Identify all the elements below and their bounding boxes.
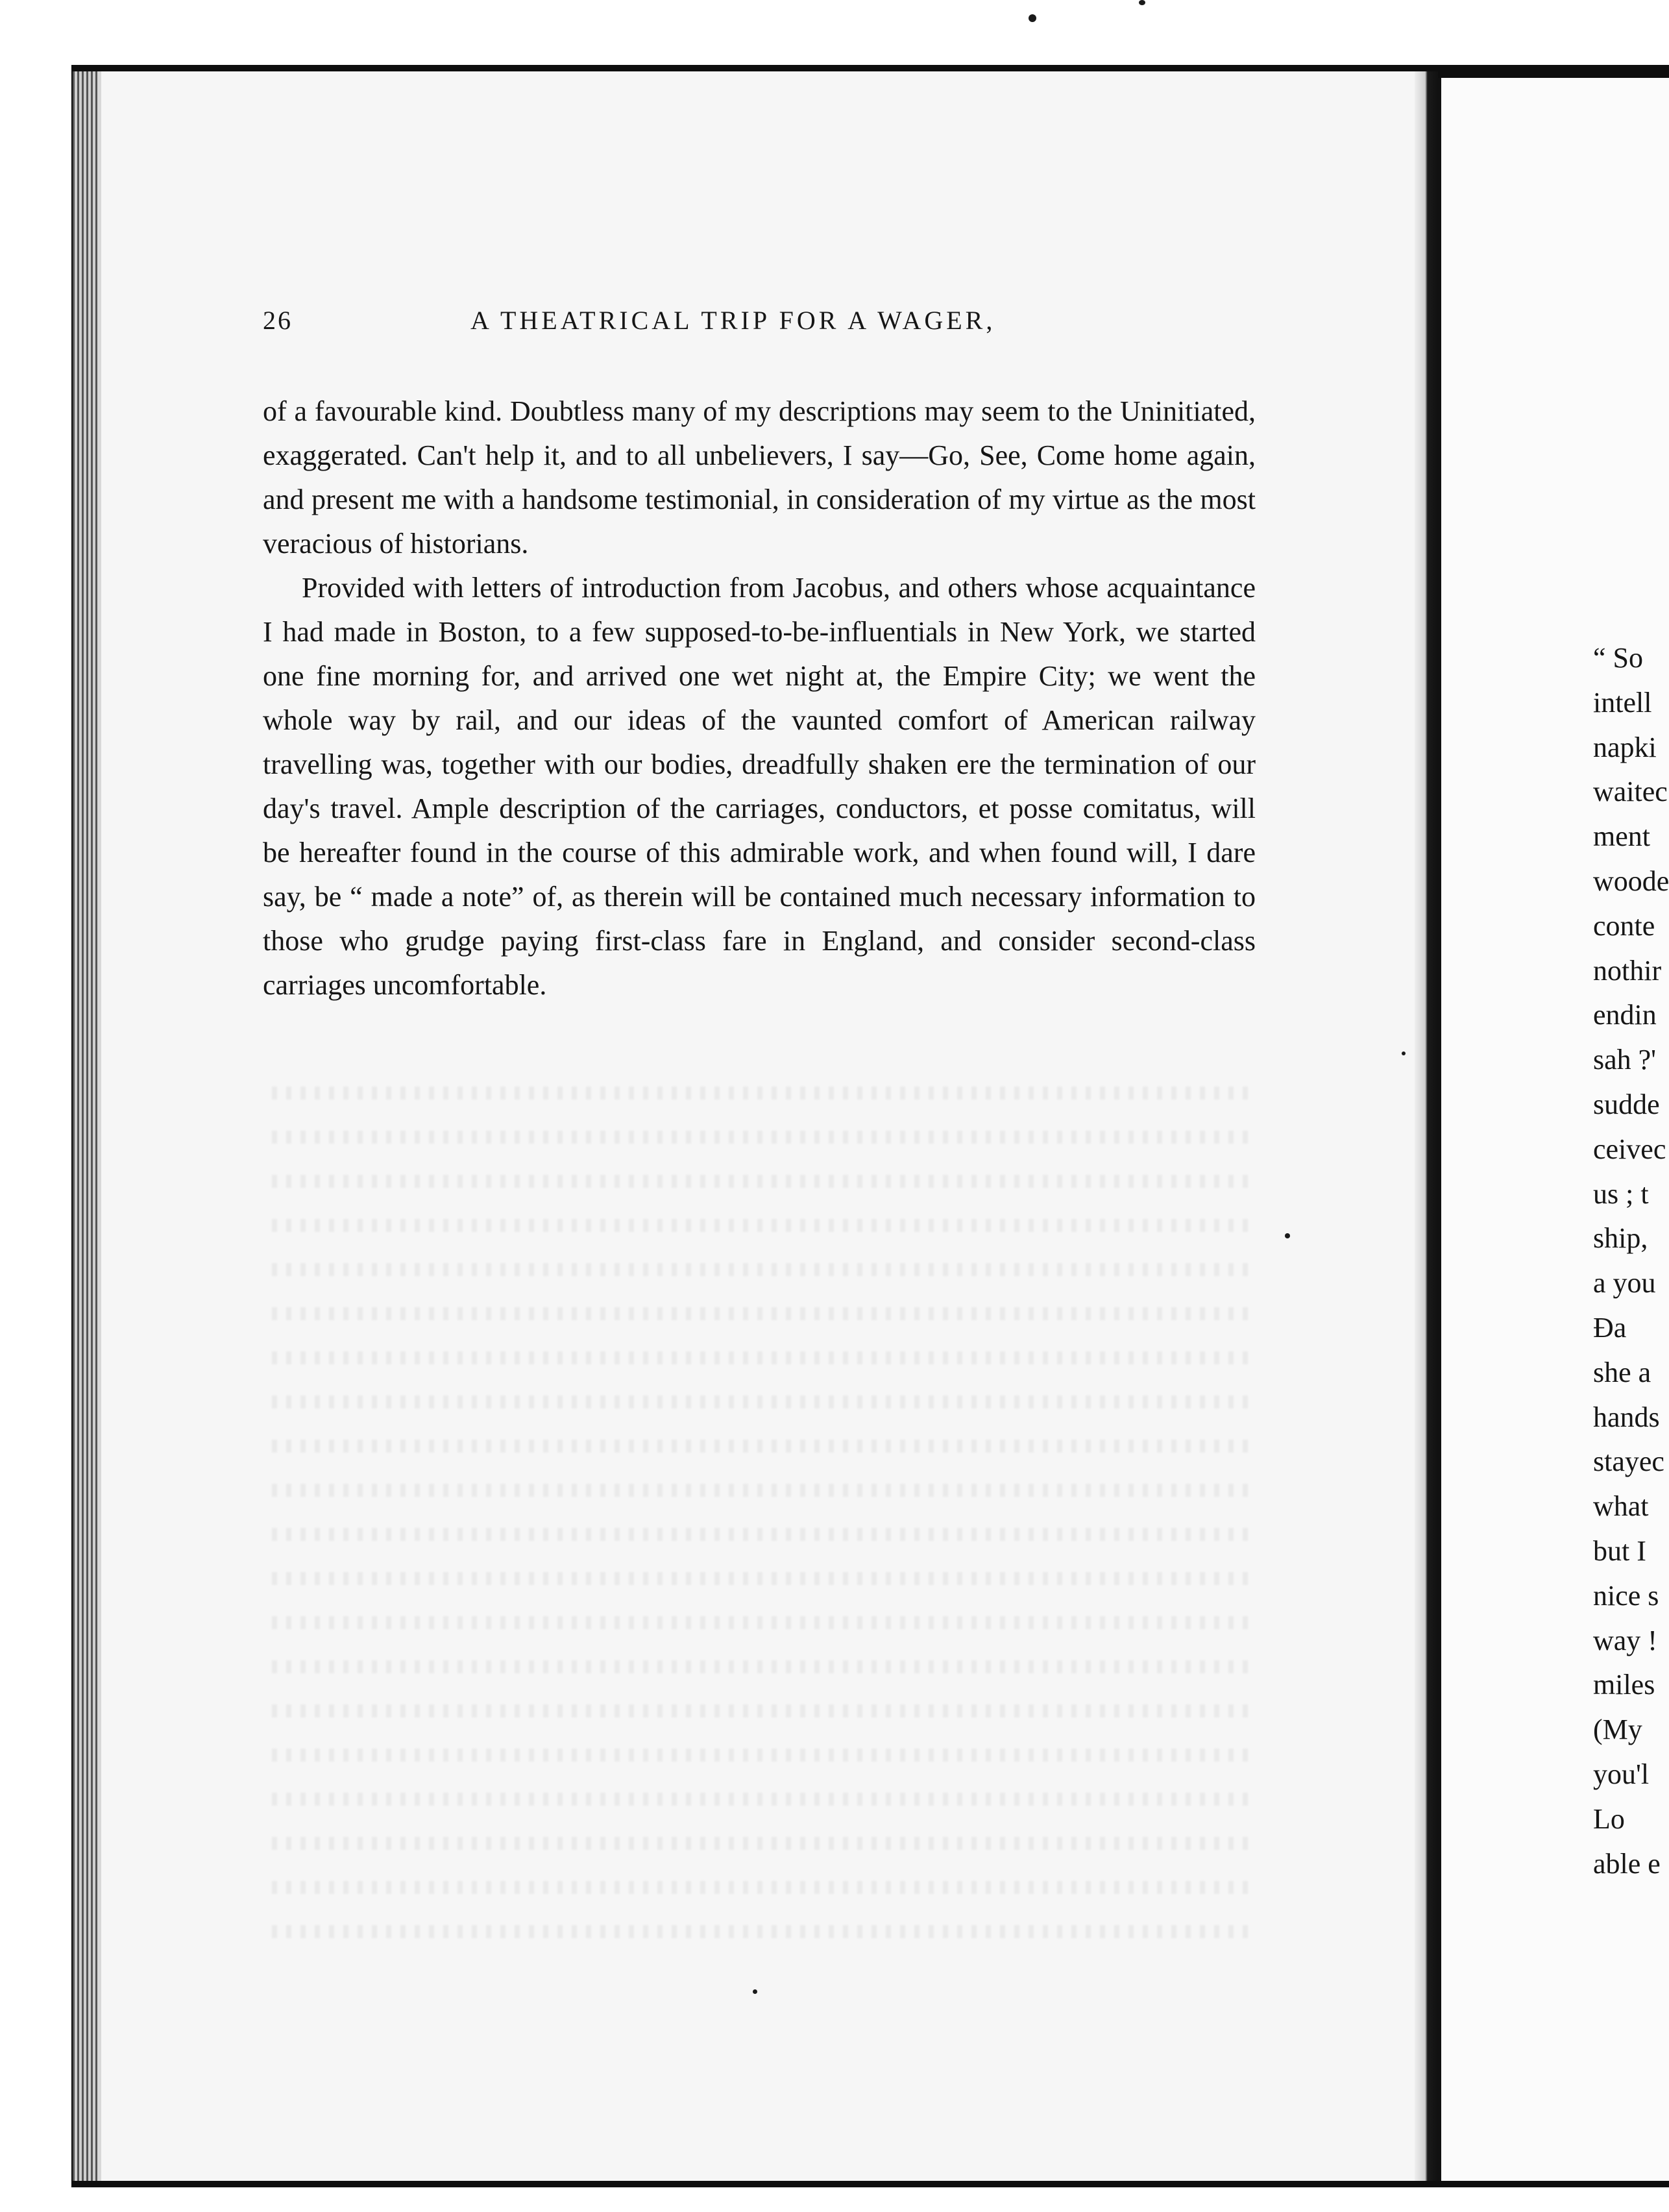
- fragment-line: ceivec: [1593, 1133, 1666, 1165]
- bleed-through-text: [263, 1071, 1256, 1954]
- fragment-line: endin: [1593, 999, 1657, 1031]
- paragraph: Provided with letters of introduction from Jacobus, and others whose acquaintance I had made in Boston, to a few supposed-to-be-influentials in New York, we started one fine morning for, and arrived one wet night at, the Empire City; we went the whole way by rail, and our ideas of the vaunted comfort of American railway travelling was, together with our bodies, dreadfully shaken ere the termination of our day's travel. Ample description of the carriages, conductors, et posse comitatus, will be hereafter found in the course of this admirable work, and when found will, I dare say, be “ made a note” of, as therein will be contained much necessary information to those who grudge paying first-class fare in England, and consider second-class carriages uncomfortable.: [263, 572, 1256, 1001]
- bleed-through-line: [263, 1071, 1256, 1115]
- dust-speck: [1139, 0, 1145, 5]
- bleed-through-line: [263, 1645, 1256, 1689]
- fragment-line: ment: [1593, 820, 1650, 853]
- bleed-through-line: [263, 1777, 1256, 1821]
- fragment-line: she a: [1593, 1356, 1651, 1388]
- bleed-through-line: [263, 1689, 1256, 1733]
- bleed-through-line: [263, 1380, 1256, 1424]
- fragment-line: us ; t: [1593, 1177, 1649, 1210]
- fragment-line: sudde: [1593, 1088, 1660, 1120]
- dust-speck: [1285, 1233, 1290, 1238]
- top-margin: [0, 0, 1669, 71]
- bleed-through-line: [263, 1292, 1256, 1336]
- page-number: 26: [263, 306, 293, 335]
- bleed-through-line: [263, 1203, 1256, 1247]
- fragment-line: nice s: [1593, 1579, 1659, 1612]
- fragment-line: waitec: [1593, 776, 1668, 808]
- bleed-through-line: [263, 1556, 1256, 1601]
- bleed-through-line: [263, 1159, 1256, 1203]
- dust-speck: [1402, 1051, 1406, 1055]
- bleed-through-line: [263, 1115, 1256, 1159]
- fragment-line: hands: [1593, 1401, 1660, 1433]
- left-page-text: [263, 305, 1256, 1007]
- book-gutter: [1415, 71, 1438, 2181]
- dust-speck: [1029, 14, 1036, 22]
- fragment-line: nothir: [1593, 954, 1662, 987]
- bleed-through-line: [263, 1424, 1256, 1468]
- bleed-through-line: [263, 1336, 1256, 1380]
- fragment-line: a you: [1593, 1267, 1656, 1299]
- fragment-line: what: [1593, 1490, 1649, 1523]
- fragment-line: you'l: [1593, 1758, 1650, 1790]
- bleed-through-line: [263, 1468, 1256, 1512]
- fragment-line: napki: [1593, 731, 1657, 763]
- bleed-through-line: [263, 1512, 1256, 1556]
- fragment-line: stayec: [1593, 1445, 1664, 1478]
- bleed-through-line: [263, 1865, 1256, 1910]
- bleed-through-line: [263, 1910, 1256, 1954]
- paragraph: of a favourable kind. Doubtless many of my descriptions may seem to the Uninitiated, exaggerated. Can't help it, and to all unbelievers, I say—Go, See, Come home again, and present me with a handsome testimonial, in consideration of my virtue as the most veracious of historians.: [263, 395, 1256, 559]
- fragment-line: Đa: [1593, 1311, 1627, 1344]
- fragment-line: able e: [1593, 1847, 1661, 1880]
- fragment-line: (My: [1593, 1714, 1642, 1746]
- running-title: A THEATRICAL TRIP FOR A WAGER,: [470, 306, 996, 335]
- bleed-through-line: [263, 1821, 1256, 1865]
- fragment-line: intell: [1593, 686, 1652, 719]
- fragment-line: woode: [1593, 865, 1669, 897]
- fragment-line: but I: [1593, 1534, 1646, 1567]
- bleed-through-line: [263, 1247, 1256, 1292]
- fragment-line: way !: [1593, 1624, 1657, 1656]
- dust-speck: [753, 1989, 757, 1994]
- bleed-through-line: [263, 1601, 1256, 1645]
- fragment-line: conte: [1593, 909, 1655, 942]
- fragment-line: sah ?': [1593, 1044, 1657, 1076]
- page-stack-edge: [73, 71, 99, 2181]
- fragment-line: “ So: [1593, 642, 1643, 674]
- fragment-line: miles: [1593, 1669, 1655, 1701]
- fragment-line: Lo: [1593, 1802, 1625, 1835]
- bleed-through-line: [263, 1733, 1256, 1777]
- page-header: [263, 305, 1256, 344]
- fragment-line: ship,: [1593, 1222, 1648, 1255]
- right-page-text-fragments: [1593, 636, 1669, 1886]
